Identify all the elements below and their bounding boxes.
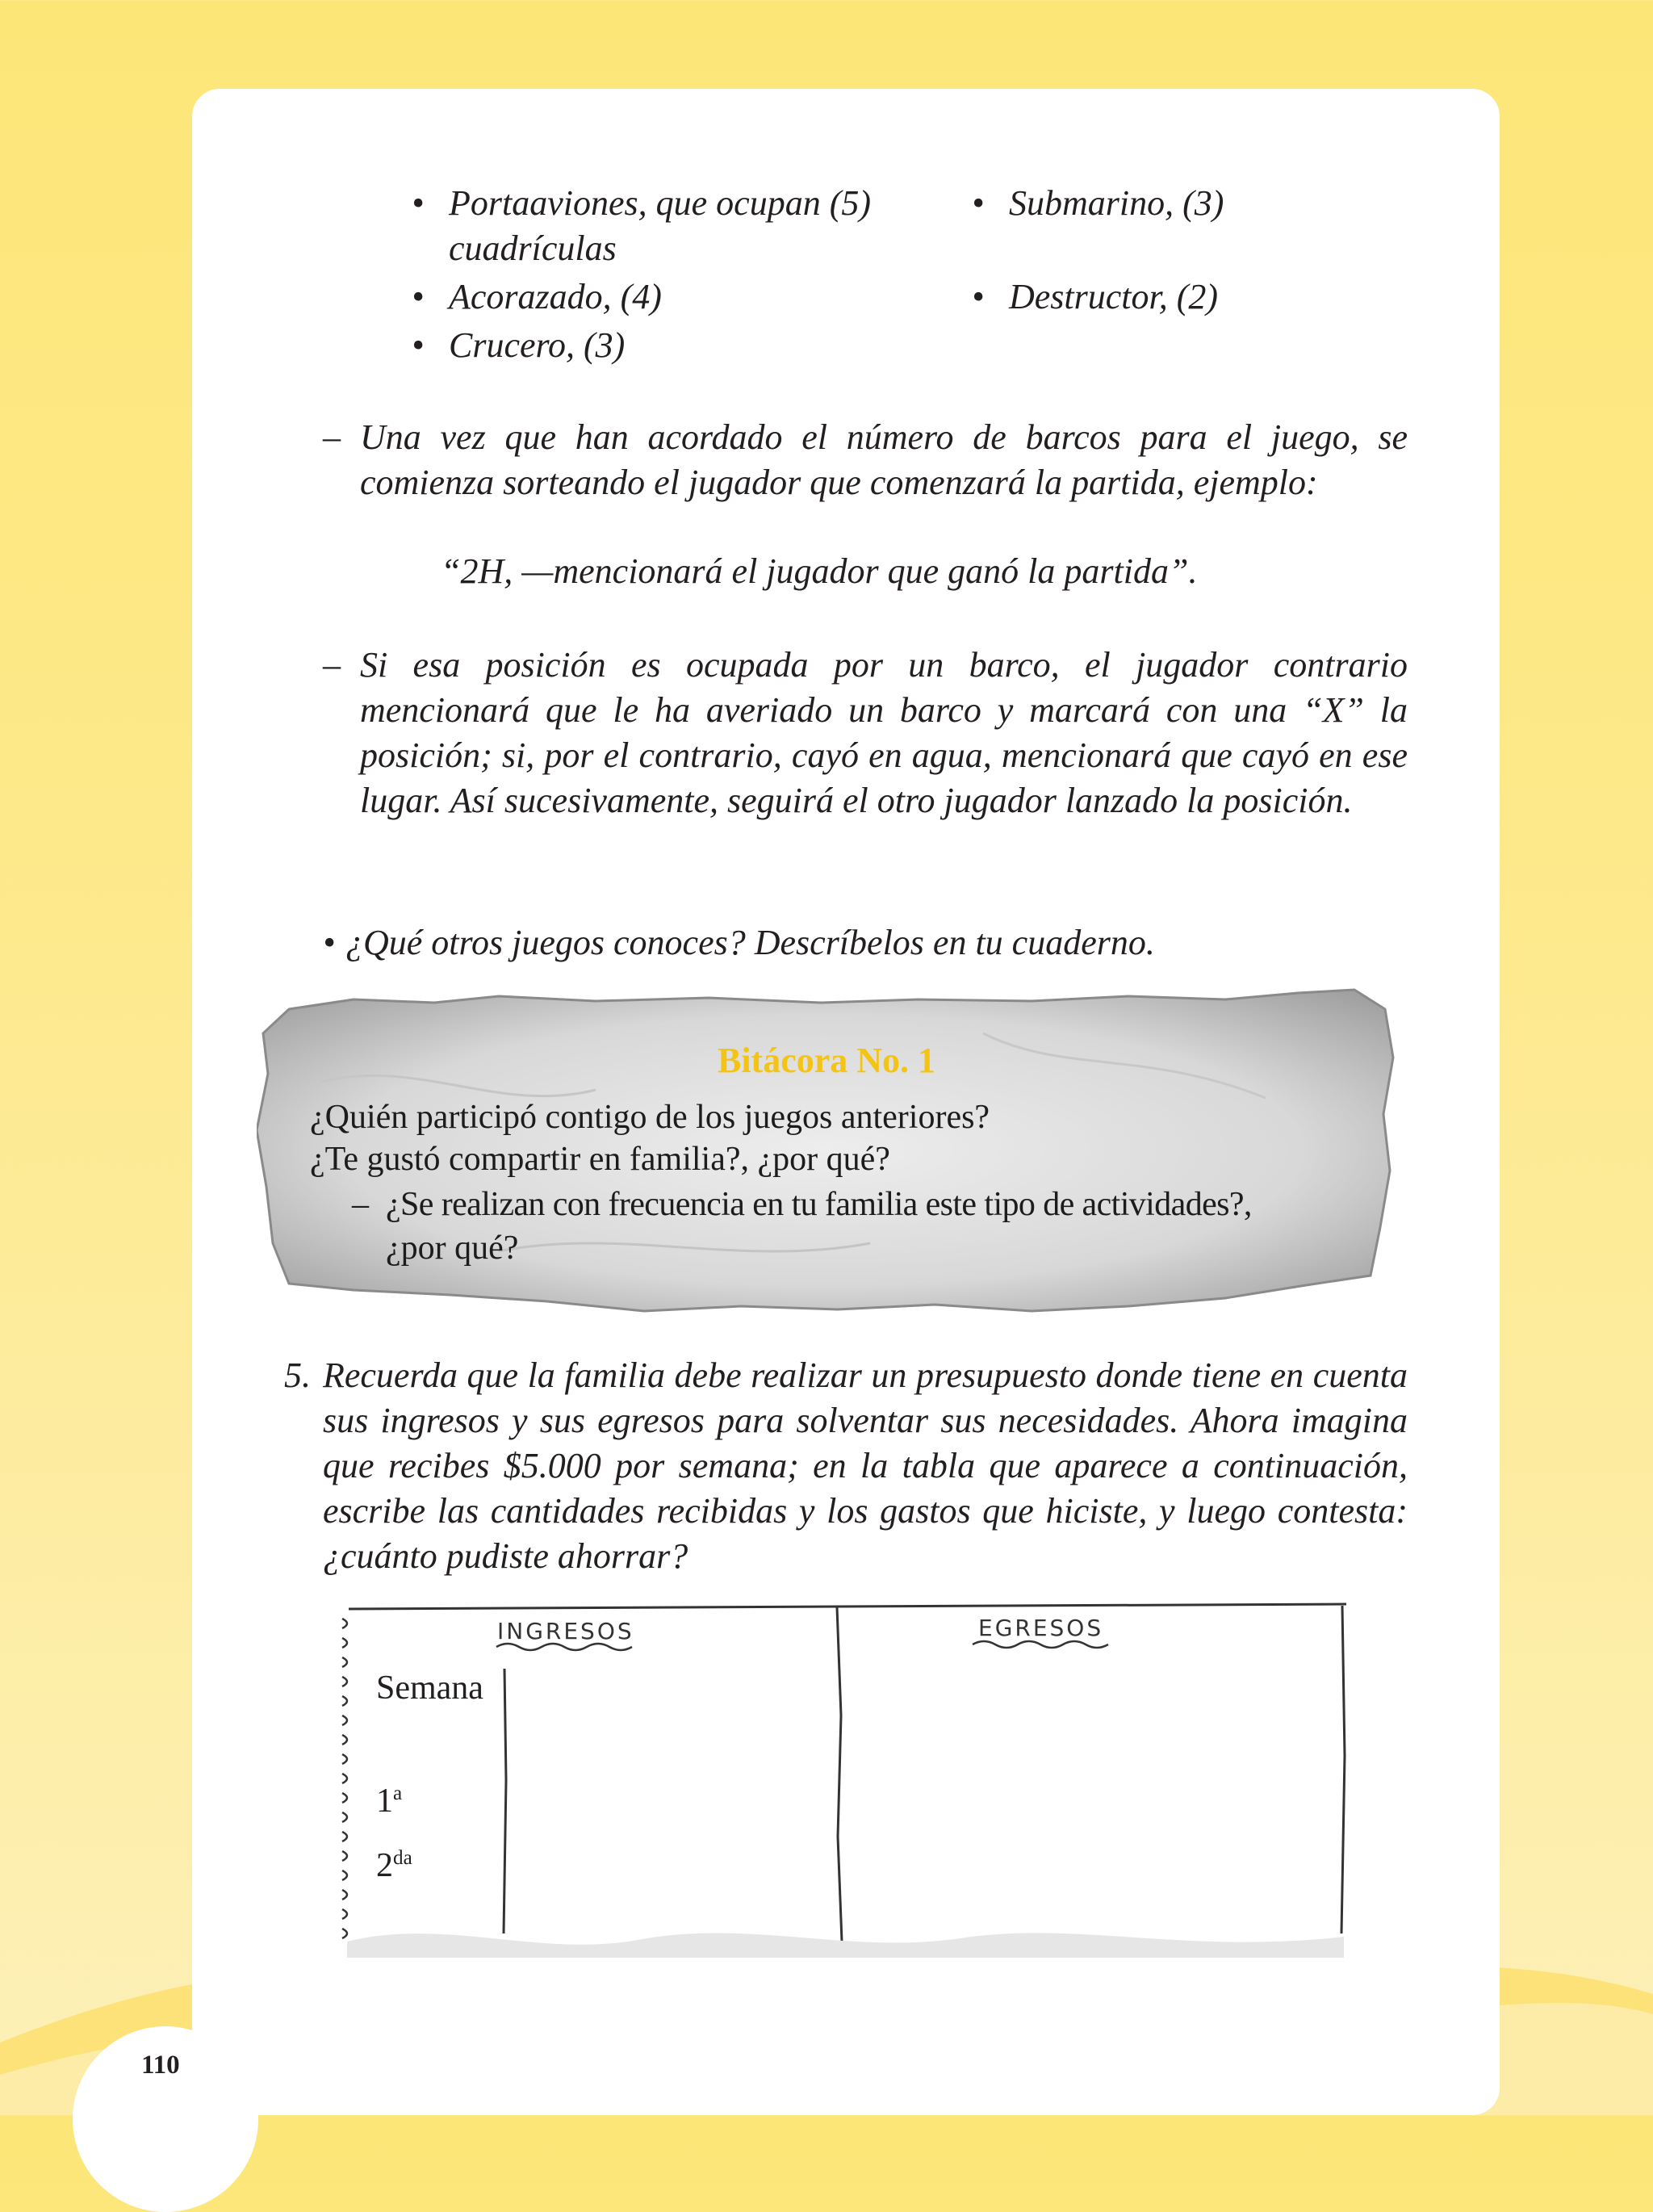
bullet-dot: •: [972, 183, 985, 223]
bitacora-question-1: ¿Quién participó contigo de los juegos anteriores?: [310, 1099, 990, 1136]
semana-label: Semana: [376, 1669, 483, 1707]
exercise-text: Recuerda que la familia debe realizar un presupuesto donde tiene en cuenta sus ingresos y sus egresos para solventar sus necesidades. Ahora imagina que recibes $5.000 por semana; en la tabla que aparece a continuación, escribe las cantidades recibidas y los gastos que hiciste, y luego contesta: ¿cuánto pudiste ahorrar?: [323, 1355, 1408, 1576]
bitacora-question-3-cont: ¿por qué?: [386, 1230, 519, 1267]
dash-marker: –: [323, 645, 341, 685]
instruction-step-1: Una vez que han acordado el número de barcos para el juego, se comienza sorteando el jugador que comenzará la partida, ejemplo:: [360, 417, 1408, 502]
instruction-step-2: Si esa posición es ocupada por un barco, el jugador contrario mencionará que le ha averiado un barco y marcará con una “X” la posición; si, por el contrario, cayó en agua, mencionará que cayó en ese lugar. Así sucesivamente, seguirá el otro jugador lanzado la posición.: [360, 645, 1408, 820]
bitacora-question-2: ¿Te gustó compartir en familia?, ¿por qué?: [310, 1141, 890, 1178]
bullet-dot: •: [412, 277, 425, 316]
page-number: 110: [141, 2051, 180, 2080]
week-1-label: 1$^a$: [376, 1783, 403, 1820]
bullet-dot: •: [323, 923, 336, 962]
bullet-dot: •: [412, 183, 425, 223]
ship-item-submarino: Submarino, (3): [1009, 183, 1224, 223]
egresos-header: EGRESOS: [978, 1615, 1104, 1641]
ingresos-header: INGRESOS: [497, 1618, 634, 1644]
ship-item-destructor: Destructor, (2): [1009, 277, 1219, 316]
ship-item-acorazado: Acorazado, (4): [449, 277, 662, 316]
dash-marker: –: [352, 1186, 369, 1223]
other-games-question: ¿Qué otros juegos conoces? Descríbelos en tu cuaderno.: [345, 923, 1155, 962]
week-2-label: $2^{da}$: [376, 1847, 412, 1884]
bullet-dot: •: [972, 277, 985, 316]
bitacora-title: Bitácora No. 1: [717, 1041, 936, 1080]
ship-item-crucero: Crucero, (3): [449, 325, 626, 365]
budget-table-drawing: [331, 1594, 1352, 1958]
dash-marker: –: [323, 417, 341, 457]
exercise-number: 5.: [284, 1355, 311, 1395]
ship-item-portaaviones: Portaaviones, que ocupan (5) cuadrículas: [449, 183, 871, 268]
bitacora-question-3: ¿Se realizan con frecuencia en tu familia este tipo de actividades?,: [386, 1186, 1252, 1223]
example-quote: “2H, —mencionará el jugador que ganó la partida”.: [441, 551, 1198, 591]
bullet-dot: •: [412, 325, 425, 365]
